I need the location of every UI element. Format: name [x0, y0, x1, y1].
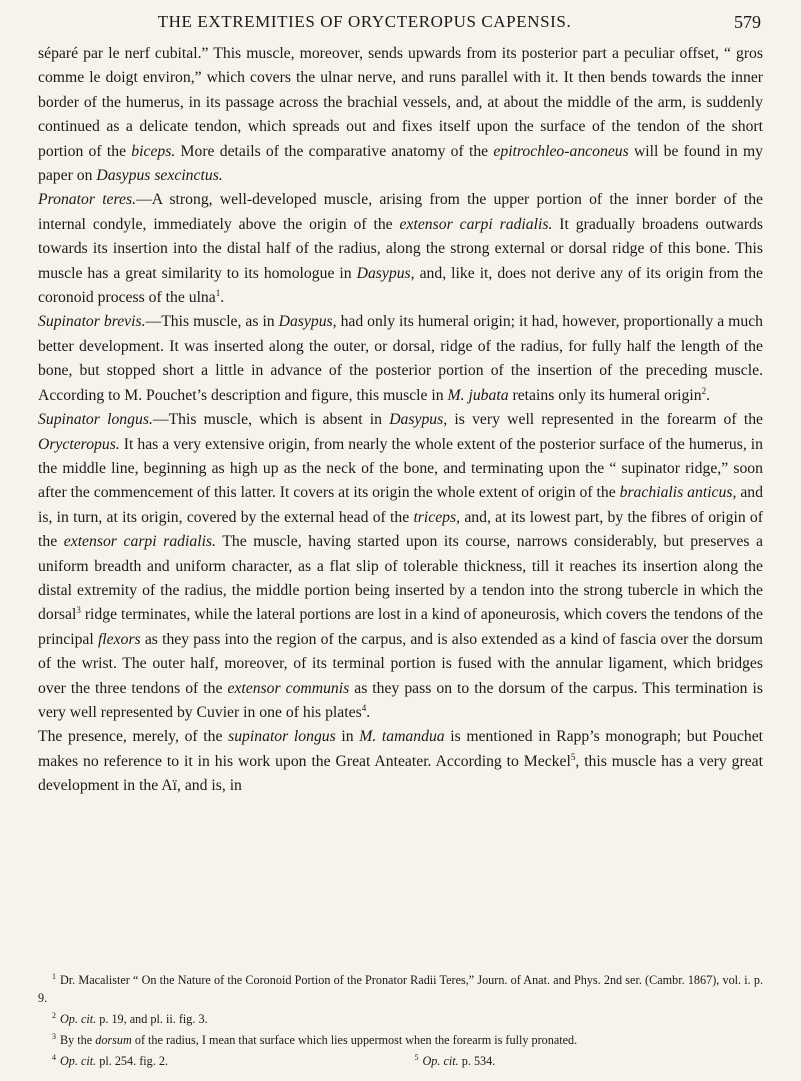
footnote-marker: 5 — [414, 1053, 419, 1062]
footnote-marker: 4 — [52, 1053, 56, 1062]
footnote-1 — [38, 968, 763, 1007]
footnote-text: Dr. Macalister “ On the Nature of the Coronoid Portion of the Pronator Radii Teres,” Journ. of Anat. and Phys. 2nd ser. (Cambr. 1867), vol. i. p. 9. — [38, 973, 763, 1005]
italic-term: flexors — [97, 630, 141, 648]
italic-term: Op. cit. — [60, 1012, 97, 1026]
text-run: séparé par le nerf cubital.” This muscle, moreover, sends upwards from its posterior part a peculiar offset, “ gros comme le doigt environ,” which covers the ulnar nerve, and runs parallel with it. It then bends towards the inner border of the humerus, in its passage across the brachial vessels, and, at about the middle of the arm, is suddenly continued as a delicate tendon, which spreads out and fixes itself upon the surface of the tendon of the short portion of the — [38, 45, 763, 160]
footnote-ref[interactable]: 3 — [76, 605, 81, 616]
text-run: —This muscle, as in — [145, 313, 279, 331]
text-run: . — [706, 386, 710, 404]
footnote-marker: 2 — [52, 1011, 56, 1020]
footnote-text: By the — [60, 1033, 96, 1047]
italic-term: Op. cit. — [60, 1054, 97, 1068]
text-run: will be found in my paper on — [38, 142, 763, 185]
section-heading: Pronator teres. — [38, 191, 137, 209]
footnote-ref[interactable]: 4 — [361, 702, 367, 713]
running-title: THE EXTREMITIES OF ORYCTEROPUS CAPENSIS. — [157, 12, 572, 31]
footnote-row — [38, 1007, 763, 1028]
text-run: in — [335, 728, 360, 746]
paragraph-pronator-teres — [38, 188, 763, 310]
italic-term: extensor carpi radialis. — [63, 533, 216, 551]
paragraph-supinator-brevis — [38, 310, 763, 408]
footnote-text: p. 19, and pl. ii. fig. 3. — [96, 1012, 208, 1026]
section-heading: Supinator longus. — [38, 411, 153, 429]
paragraph-supinator-longus — [38, 408, 763, 725]
text-run: is mentioned in Rapp’s monograph; but Pouchet makes no reference to it in his work upon the Great Anteater. According to Meckel — [38, 728, 764, 770]
italic-term: triceps, — [413, 508, 461, 526]
italic-term: Dasypus sexcinctus. — [96, 167, 223, 185]
text-run: It has a very extensive origin, from nearly the whole extent of the posterior surface of the humerus, in the middle line, beginning as high up as the neck of the bone, and terminating upon the “ supinator ridge,” soon after the commencement of this latter. It covers at its origin the whole extent of origin of the — [38, 435, 763, 502]
footnote-ref[interactable]: 1 — [215, 288, 221, 299]
footnote-text: pl. 254. fig. 2. — [96, 1054, 168, 1068]
italic-term: dorsum — [95, 1033, 132, 1047]
footnote-marker: 1 — [52, 972, 56, 981]
footnote-ref[interactable]: 2 — [701, 385, 707, 396]
section-heading: Supinator brevis. — [38, 313, 146, 331]
italic-term: biceps. — [131, 142, 176, 160]
text-run: The muscle, having started upon its course, narrows considerably, but preserves a uniform breadth and uniform character, as a flat slip of tolerable thickness, till it reaches its insertion along the distal extremity of the radius, the middle portion being inserted by a tendon into the strong tubercle in which the dorsal — [38, 533, 763, 624]
text-run: —A strong, well-developed muscle, arising from the upper portion of the inner border of the internal condyle, immediately above the origin of the — [38, 191, 763, 233]
text-run: is very well represented in the forearm of the — [447, 411, 764, 429]
text-run: retains only its humeral origin — [508, 386, 702, 404]
text-run: and is, in turn, at its origin, covered by the external head of the — [38, 484, 763, 526]
footnote-ref[interactable]: 5 — [570, 751, 576, 762]
italic-term: supinator longus — [228, 728, 336, 746]
footnote-5 — [401, 1049, 764, 1070]
text-run: The presence, merely, of the — [38, 728, 229, 746]
footnote-2 — [38, 1007, 763, 1028]
italic-term: epitrochleo-anconeus — [493, 142, 629, 160]
body-text — [38, 42, 763, 799]
text-run: ridge terminates, while the lateral portions are lost in a kind of aponeurosis, which covers the tendons of the principal — [38, 606, 763, 648]
italic-term: Dasypus, — [356, 264, 415, 282]
italic-term: Dasypus, — [278, 313, 337, 331]
footnote-4 — [38, 1049, 401, 1070]
text-run: . — [366, 703, 371, 721]
italic-term: brachialis anticus, — [619, 484, 737, 502]
text-run: . — [220, 289, 225, 307]
text-run: , this muscle has a very great development in the Aï, and is, in — [38, 752, 764, 795]
page-number: 579 — [734, 12, 761, 32]
footnote-marker: 3 — [52, 1032, 56, 1041]
italic-term: extensor communis — [227, 679, 350, 697]
italic-term: Op. cit. — [422, 1054, 459, 1068]
footnote-text: of the radius, I mean that surface which lies uppermost when the forearm is fully pronated. — [131, 1033, 578, 1047]
footnote-text: p. 534. — [458, 1054, 496, 1068]
italic-term: M. jubata — [447, 386, 509, 404]
text-run: —This muscle, which is absent in — [152, 411, 390, 429]
footnote-row — [38, 1049, 763, 1070]
text-run: as they pass on to the dorsum of the carpus. This termination is very well represented by Cuvier in one of his plates — [38, 679, 763, 721]
text-run: It gradually broadens outwards towards its insertion into the distal half of the radius, along the strong external or dorsal ridge of this bone. This muscle has a great similarity to its homologue in — [38, 215, 763, 282]
text-run: had only its humeral origin; it had, however, proportionally a much better development. It was inserted along the outer, or dorsal, ridge of the radius, for fully half the length of the bone, but stopped short a little in advance of the posterior portion of the insertion of the preceding muscle. According to M. Pouchet’s description and figure, this muscle in — [38, 313, 763, 404]
page-header — [38, 12, 761, 36]
text-run: as they pass into the region of the carpus, and is also extended as a kind of fascia over the dorsum of the wrist. The outer half, moreover, of its terminal portion is fused with the annular ligament, which bridges over the three tendons of the — [38, 630, 763, 697]
italic-term: Orycteropus. — [38, 435, 120, 453]
text-run: and, like it, does not derive any of its origin from the coronoid process of the ulna — [38, 264, 764, 307]
italic-term: Dasypus, — [389, 411, 448, 429]
text-run: and, at its lowest part, by the fibres of origin of the — [38, 508, 763, 551]
footnotes — [38, 968, 763, 1070]
italic-term: M. tamandua — [359, 728, 445, 746]
text-run: More details of the comparative anatomy of the — [175, 142, 494, 160]
paragraph-supinator-longus-comparative — [38, 725, 763, 798]
italic-term: extensor carpi radialis. — [399, 215, 553, 233]
footnote-3 — [38, 1028, 763, 1049]
paragraph-epitrochleo-anconeus — [38, 42, 763, 188]
